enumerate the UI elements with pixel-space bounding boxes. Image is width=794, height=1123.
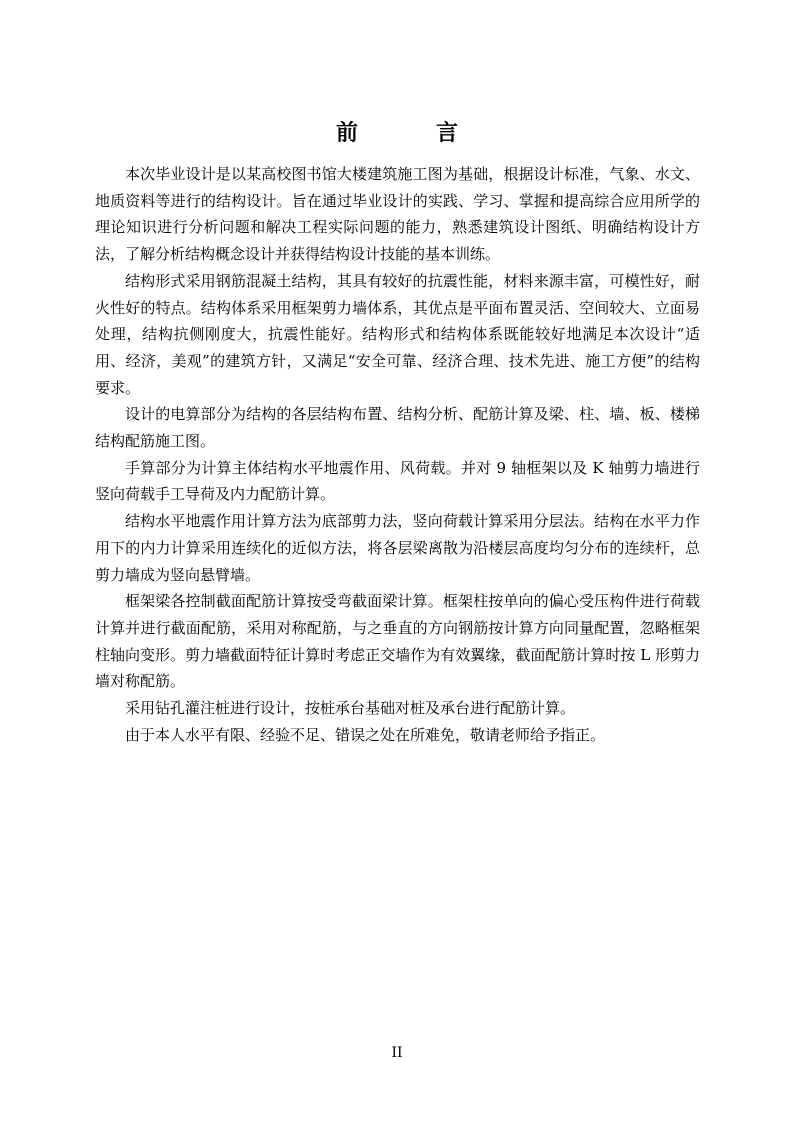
paragraph-2: 结构形式采用钢筋混凝土结构，其具有较好的抗震性能，材料来源丰富，可模性好，耐火性好的特点。结构体系采用框架剪力墙体系，其优点是平面布置灵活、空间较大、立面易处理，结构抗侧刚度大，抗震性能好。结构形式和结构体系既能较好地满足本次设计“适用、经济，美观”的建筑方针，又满足“安全可靠、经济合理、技术先进、施工方便”的结构要求。 bbox=[95, 271, 700, 397]
page-title: 前 言 bbox=[335, 120, 486, 146]
paragraph-1: 本次毕业设计是以某高校图书馆大楼建筑施工图为基础，根据设计标准，气象、水文、地质资料等进行的结构设计。旨在通过毕业设计的实践、学习、掌握和提高综合应用所学的理论知识进行分析问题和解决工程实际问题的能力，熟悉建筑设计图纸、明确结构设计方法，了解分析结构概念设计并获得结构设计技能的基本训练。 bbox=[95, 165, 700, 264]
page-number: II bbox=[391, 1045, 403, 1061]
paragraph-7: 采用钻孔灌注桩进行设计，按桩承台基础对桩及承台进行配筋计算。 bbox=[125, 699, 576, 718]
paragraph-4: 手算部分为计算主体结构水平地震作用、风荷载。并对 9 轴框架以及 K 轴剪力墙进行竖向荷载手工导荷及内力配筋计算。 bbox=[95, 458, 700, 504]
paragraph-3: 设计的电算部分为结构的各层结构布置、结构分析、配筋计算及梁、柱、墙、板、楼梯结构配筋施工图。 bbox=[95, 405, 700, 451]
paragraph-8: 由于本人水平有限、经验不足、错误之处在所难免，敬请老师给予指正。 bbox=[125, 725, 606, 744]
paragraph-5: 结构水平地震作用计算方法为底部剪力法，竖向荷载计算采用分层法。结构在水平力作用下的内力计算采用连续化的近似方法，将各层梁离散为沿楼层高度均匀分布的连续杆，总剪力墙成为竖向悬臂墙。 bbox=[95, 512, 700, 584]
paragraph-6: 框架梁各控制截面配筋计算按受弯截面梁计算。框架柱按单向的偏心受压构件进行荷载计算并进行截面配筋，采用对称配筋，与之垂直的方向钢筋按计算方向同量配置，忽略框架柱轴向变形。剪力墙截面特征计算时考虑正交墙作为有效翼缘，截面配筋计算时按 L 形剪力墙对称配筋。 bbox=[95, 592, 700, 691]
preface-body bbox=[95, 161, 700, 748]
